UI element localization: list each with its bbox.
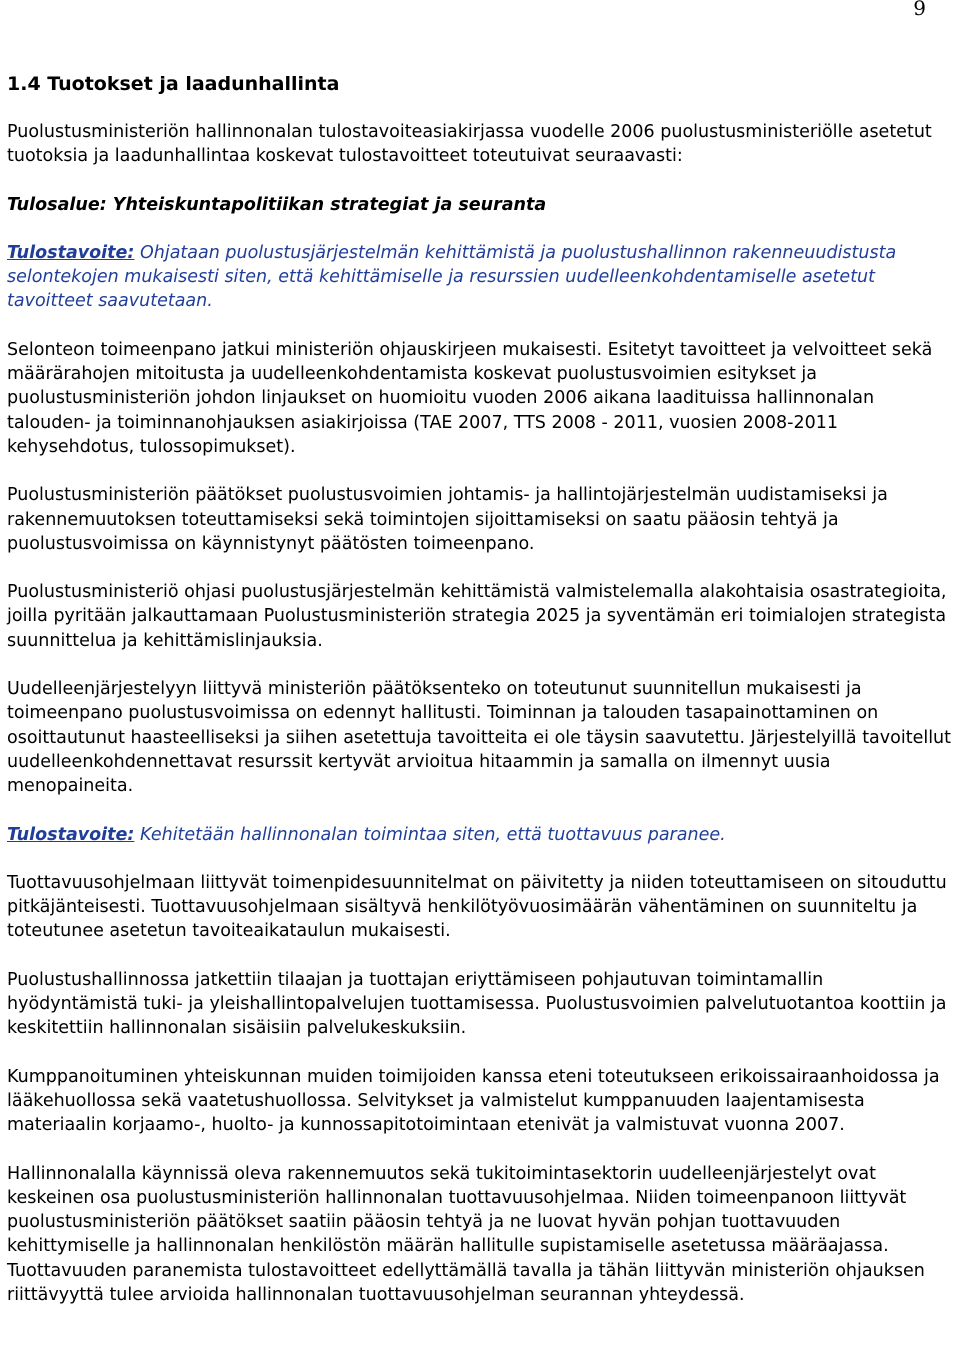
intro-paragraph: Puolustusministeriön hallinnonalan tulostavoiteasiakirjassa vuodelle 2006 puolustusministeriölle asetetut tuotoksia ja laadunhallintaa koskevat tulostavoitteet toteutuivat seuraavasti: [7, 122, 932, 167]
result-area-title: Tulosalue: Yhteiskuntapolitiikan strategiat ja seuranta [7, 194, 547, 215]
paragraph: Puolustusministeriö ohjasi puolustusjärjestelmän kehittämistä valmistelemalla alakohtaisia osastrategioita, joilla pyritään jalkauttamaan Puolustusministeriön strategia 2025 ja syventämän eri toimialojen strategista suunnittelua ja kehittämislinjauksia. [7, 582, 947, 651]
page-number: 9 [913, 0, 926, 20]
document-body [7, 70, 951, 1307]
goal-1-text: Ohjataan puolustusjärjestelmän kehittämistä ja puolustushallinnon rakenneuudistusta selontekojen mukaisesti siten, että kehittämiselle ja resurssien uudelleenkohdentamiselle asetetut tavoitteet saavutetaan. [7, 242, 897, 312]
paragraph: Uudelleenjärjestelyyn liittyvä ministeriön päätöksenteko on toteutunut suunnitellun mukaisesti ja toimeenpano puolustusvoimissa on edennyt hallitusti. Toiminnan ja talouden tasapainottaminen on osoittautunut haasteelliseksi ja siihen asetettuja tavoitteita ei ole täysin saavutettu. Järjestelyillä tavoitellut uudelleenkohdennettavat resurssit kertyvät arvioitua hitaammin ja samalla on ilmennyt uusia menopaineita. [7, 679, 952, 797]
paragraph: Hallinnonalalla käynnissä oleva rakennemuutos sekä tukitoimintasektorin uudelleenjärjestelyt ovat keskeinen osa puolustusministeriön hallinnonalan tuottavuusohjelmaa. Niiden toimeenpanoon liittyvät puolustusministeriön päätökset saatiin pääosin tehtyä ja ne luovat hyvän pohjan tuottavuuden kehittymiselle ja hallinnonalan henkilöstön määrän hallitulle supistamiselle asetetussa määräajassa. Tuottavuuden paranemista tulostavoitteet edellyttämällä tavalla ja tähän liittyvän ministeriön ohjauksen riittävyyttä tulee arvioida hallinnonalan tuottavuusohjelman seurannan yhteydessä. [7, 1163, 925, 1305]
paragraph: Tuottavuusohjelmaan liittyvät toimenpidesuunnitelmat on päivitetty ja niiden toteuttamiseen on sitouduttu pitkäjänteisesti. Tuottavuusohjelmaan sisältyvä henkilötyövuosimäärän vähentäminen on suunniteltu ja toteutunee asetetun tavoiteaikataulun mukaisesti. [7, 872, 947, 942]
goal-2-text: Kehitetään hallinnonalan toimintaa siten, että tuottavuus paranee. [134, 824, 726, 845]
paragraph: Selonteon toimeenpano jatkui ministeriön ohjauskirjeen mukaisesti. Esitetyt tavoitteet ja velvoitteet sekä määrärahojen mitoitusta ja uudelleenkohdentamista koskevat puolustusvoimien esitykset ja puolustusministeriön johdon linjaukset on huomioitu vuoden 2006 aikana laadituissa hallinnonalan talouden- ja toiminnanohjauksen asiakirjoissa (TAE 2007, TTS 2008 - 2011, vuosien 2008-2011 kehysehdotus, tulossopimukset). [7, 339, 933, 457]
section-heading: 1.4 Tuotokset ja laadunhallinta [7, 73, 340, 95]
goal-2 [7, 823, 951, 847]
goal-1-label: Tulostavoite: [7, 242, 135, 263]
paragraph: Kumppanoituminen yhteiskunnan muiden toimijoiden kanssa eteni toteutukseen erikoissairaanhoidossa ja lääkehuollossa sekä vaatetushuollossa. Selvitykset ja valmistelut kumppanuuden laajentamisesta materiaalin korjaamo-, huolto- ja kunnossapitotoimintaan etenivät ja valmistuvat vuonna 2007. [7, 1066, 940, 1136]
paragraph: Puolustushallinnossa jatkettiin tilaajan ja tuottajan eriyttämiseen pohjautuvan toimintamallin hyödyntämistä tuki- ja yleishallintopalvelujen tuottamisessa. Puolustusvoimien palvelutuotantoa koottiin ja keskitettiin hallinnonalan sisäisiin palvelukeskuksiin. [7, 969, 947, 1039]
goal-1 [7, 241, 951, 314]
goal-2-label: Tulostavoite: [7, 824, 135, 845]
paragraph: Puolustusministeriön päätökset puolustusvoimien johtamis- ja hallintojärjestelmän uudistamiseksi ja rakennemuutoksen toteuttamiseksi sekä toimintojen sijoittamiseksi on saatu pääosin tehtyä ja puolustusvoimissa on käynnistynyt päätösten toimeenpano. [7, 485, 888, 554]
